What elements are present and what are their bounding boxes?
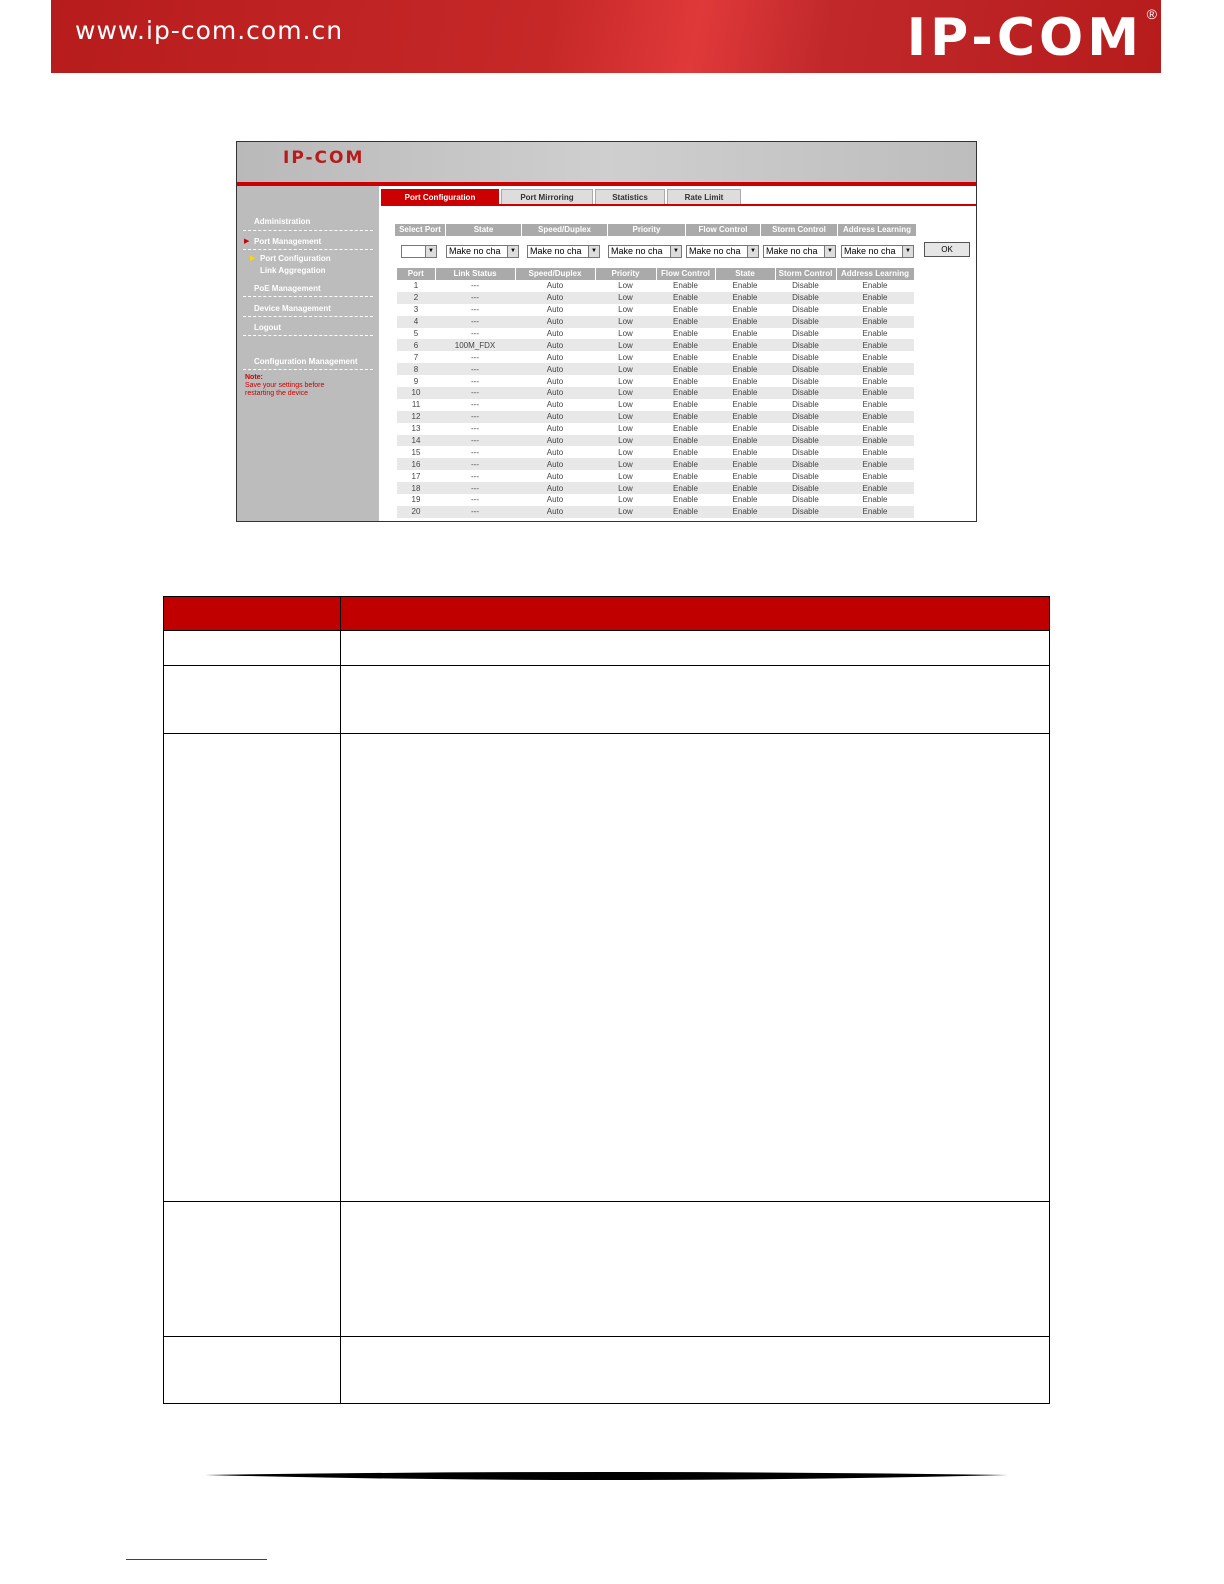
chevron-down-icon: ▼ (425, 246, 436, 257)
cell-port: 8 (397, 363, 435, 375)
storm-control-dropdown-value: Make no cha (766, 246, 818, 256)
cell-speed-duplex: Auto (515, 435, 595, 447)
table-row (164, 1337, 1050, 1404)
cell-address-learning: Enable (862, 352, 888, 362)
sidebar-item-link-aggregation[interactable]: Link Aggregation (260, 266, 326, 275)
chevron-down-icon: ▼ (507, 246, 518, 257)
cell-storm-control: Disable (775, 458, 836, 470)
cell-flow-control: Enable (673, 447, 698, 457)
control-header-address-learning: Address Learning (838, 224, 916, 236)
cell-address-learning: Enable (862, 495, 888, 505)
cell-flow-control: Enable (656, 458, 715, 470)
table-cell (164, 631, 341, 666)
cell-priority: Low (595, 482, 656, 494)
table-header-row (397, 268, 914, 280)
cell-port: 1 (413, 281, 419, 291)
table-row (397, 351, 914, 363)
cell-speed-duplex: Auto (515, 506, 595, 518)
chevron-down-icon: ▼ (588, 246, 599, 257)
cell-speed-duplex: Auto (515, 316, 595, 328)
arrow-right-icon: ▶ (250, 255, 256, 262)
control-header-storm-control: Storm Control (761, 224, 837, 236)
column-header-priority: Priority (595, 268, 656, 280)
cell-priority: Low (595, 435, 656, 447)
table-row (397, 435, 914, 447)
cell-priority: Low (595, 292, 656, 304)
table-row (164, 631, 1050, 666)
cell-storm-control: Disable (792, 376, 819, 386)
cell-storm-control: Disable (775, 316, 836, 328)
cell-address-learning: Enable (862, 447, 888, 457)
select-port-dropdown[interactable] (401, 245, 437, 258)
cell-port: 17 (411, 471, 421, 481)
cell-priority: Low (595, 506, 656, 518)
cell-address-learning: Enable (836, 506, 914, 518)
cell-state: Enable (732, 281, 758, 291)
web-ui-logo: IP-COM (283, 148, 365, 168)
cell-storm-control: Disable (775, 506, 836, 518)
registered-mark: ® (1146, 6, 1157, 22)
cell-speed-duplex: Auto (546, 352, 564, 362)
tab-port-mirroring[interactable]: Port Mirroring (501, 189, 593, 205)
cell-storm-control: Disable (775, 339, 836, 351)
cell-priority: Low (618, 376, 633, 386)
column-header-speed-duplex: Speed/Duplex (515, 268, 595, 280)
cell-speed-duplex: Auto (515, 339, 595, 351)
cell-state: Enable (732, 352, 758, 362)
parameter-header-cell (164, 597, 341, 631)
table-cell (341, 734, 1050, 1202)
cell-state: Enable (732, 400, 758, 410)
footer-divider (205, 1471, 1008, 1481)
column-header-flow-control: Flow Control (656, 268, 715, 280)
tab-statistics[interactable]: Statistics (595, 189, 665, 205)
note-title: Note: (245, 374, 263, 381)
cell-storm-control: Disable (775, 387, 836, 399)
cell-state: Enable (715, 482, 775, 494)
table-row (397, 470, 914, 482)
cell-priority: Low (618, 471, 633, 481)
port-status-table (397, 268, 915, 518)
sidebar-item-port-configuration[interactable]: Port Configuration (260, 254, 331, 263)
cell-flow-control: Enable (673, 329, 698, 338)
table-row (164, 666, 1050, 734)
cell-port: 14 (397, 435, 435, 447)
cell-flow-control: Enable (673, 400, 698, 410)
cell-speed-duplex: Auto (515, 292, 595, 304)
cell-port: 3 (413, 305, 419, 315)
cell-storm-control: Disable (775, 411, 836, 423)
cell-state: Enable (732, 495, 758, 505)
cell-storm-control: Disable (792, 447, 819, 457)
port-table-body (397, 280, 914, 518)
cell-flow-control: Enable (656, 435, 715, 447)
cell-port: 20 (397, 506, 435, 518)
banner-url: www.ip-com.com.cn (75, 16, 344, 45)
sidebar-note (245, 374, 355, 398)
table-row (397, 494, 914, 506)
cell-speed-duplex: Auto (515, 482, 595, 494)
sidebar-divider (243, 316, 373, 317)
cell-address-learning: Enable (836, 482, 914, 494)
arrow-right-icon: ▶ (244, 238, 250, 245)
cell-storm-control: Disable (792, 281, 819, 291)
cell-storm-control: Disable (775, 363, 836, 375)
cell-storm-control: Disable (775, 435, 836, 447)
cell-speed-duplex: Auto (546, 376, 564, 386)
cell-link-status: --- (471, 424, 479, 434)
tab-port-configuration[interactable]: Port Configuration (381, 189, 499, 205)
cell-priority: Low (618, 352, 633, 362)
cell-link-status: --- (435, 316, 515, 328)
cell-flow-control: Enable (673, 376, 698, 386)
cell-port: 2 (397, 292, 435, 304)
priority-dropdown[interactable] (608, 245, 682, 258)
cell-priority: Low (618, 424, 633, 434)
cell-port: 10 (397, 387, 435, 399)
cell-storm-control: Disable (775, 292, 836, 304)
cell-storm-control: Disable (792, 424, 819, 434)
sidebar-item-configuration-management[interactable]: Configuration Management (254, 357, 358, 366)
cell-state: Enable (715, 363, 775, 375)
cell-state: Enable (732, 447, 758, 457)
sidebar-divider (243, 369, 373, 370)
cell-port: 13 (411, 424, 421, 434)
cell-link-status: 100M_FDX (435, 339, 515, 351)
sidebar-divider (243, 249, 373, 250)
table-row (397, 363, 914, 375)
chevron-down-icon: ▼ (747, 246, 758, 257)
page-banner (51, 0, 1161, 73)
cell-address-learning: Enable (836, 363, 914, 375)
table-row (397, 387, 914, 399)
table-cell (164, 1337, 341, 1404)
table-row (397, 411, 914, 423)
cell-address-learning: Enable (862, 424, 888, 434)
cell-storm-control: Disable (792, 329, 819, 338)
cell-address-learning: Enable (862, 305, 888, 315)
cell-flow-control: Enable (673, 471, 698, 481)
cell-link-status: --- (471, 376, 479, 386)
cell-flow-control: Enable (656, 292, 715, 304)
cell-address-learning: Enable (862, 376, 888, 386)
table-row (397, 506, 914, 518)
cell-priority: Low (618, 281, 633, 291)
table-row (397, 399, 914, 411)
description-header-cell (341, 597, 1050, 631)
control-header-flow-control: Flow Control (686, 224, 760, 236)
cell-flow-control: Enable (673, 352, 698, 362)
cell-link-status: --- (471, 305, 479, 315)
flow-control-dropdown-value: Make no cha (689, 246, 741, 256)
cell-priority: Low (595, 387, 656, 399)
cell-flow-control: Enable (656, 339, 715, 351)
tab-underline (381, 204, 976, 206)
cell-state: Enable (715, 435, 775, 447)
cell-state: Enable (715, 458, 775, 470)
cell-priority: Low (595, 458, 656, 470)
cell-link-status: --- (435, 506, 515, 518)
cell-port: 18 (397, 482, 435, 494)
control-header-state: State (446, 224, 521, 236)
table-cell (164, 666, 341, 734)
cell-link-status: --- (435, 458, 515, 470)
address-learning-dropdown[interactable] (841, 245, 914, 258)
cell-speed-duplex: Auto (546, 305, 564, 315)
state-dropdown[interactable] (446, 245, 519, 258)
cell-link-status: --- (471, 495, 479, 505)
cell-priority: Low (618, 400, 633, 410)
address-learning-dropdown-value: Make no cha (844, 246, 896, 256)
cell-state: Enable (715, 411, 775, 423)
sidebar-item-administration[interactable]: Administration (254, 217, 311, 226)
cell-storm-control: Disable (792, 471, 819, 481)
table-cell (164, 1202, 341, 1337)
cell-flow-control: Enable (656, 363, 715, 375)
port-configuration-screenshot (236, 141, 977, 522)
cell-priority: Low (618, 495, 633, 505)
cell-flow-control: Enable (656, 387, 715, 399)
sidebar-divider (243, 335, 373, 336)
cell-state: Enable (732, 305, 758, 315)
cell-link-status: --- (471, 281, 479, 291)
cell-link-status: --- (435, 411, 515, 423)
cell-flow-control: Enable (656, 316, 715, 328)
cell-speed-duplex: Auto (515, 458, 595, 470)
cell-address-learning: Enable (836, 435, 914, 447)
cell-address-learning: Enable (836, 316, 914, 328)
table-cell (341, 666, 1050, 734)
cell-speed-duplex: Auto (546, 471, 564, 481)
speed-duplex-dropdown-value: Make no cha (530, 246, 582, 256)
cell-link-status: --- (471, 471, 479, 481)
cell-priority: Low (595, 339, 656, 351)
column-header-storm-control: Storm Control (775, 268, 836, 280)
cell-priority: Low (595, 363, 656, 375)
cell-storm-control: Disable (775, 482, 836, 494)
column-header-address-learning: Address Learning (836, 268, 914, 280)
cell-link-status: --- (435, 482, 515, 494)
table-cell (341, 1337, 1050, 1404)
cell-storm-control: Disable (792, 400, 819, 410)
column-header-state: State (715, 268, 775, 280)
table-row (397, 316, 914, 328)
cell-link-status: --- (471, 352, 479, 362)
cell-flow-control: Enable (673, 305, 698, 315)
cell-speed-duplex: Auto (546, 329, 564, 338)
banner-logo: IP-COM (906, 8, 1143, 68)
note-text: Save your settings before restarting the device (245, 382, 325, 397)
chevron-down-icon: ▼ (824, 246, 835, 257)
cell-state: Enable (732, 376, 758, 386)
table-cell (341, 631, 1050, 666)
flow-control-dropdown[interactable] (686, 245, 759, 258)
cell-port: 16 (397, 458, 435, 470)
column-header-link-status: Link Status (435, 268, 515, 280)
cell-state: Enable (715, 339, 775, 351)
cell-priority: Low (618, 329, 633, 338)
cell-speed-duplex: Auto (546, 424, 564, 434)
cell-port: 11 (411, 400, 421, 410)
cell-state: Enable (732, 471, 758, 481)
cell-link-status: --- (435, 363, 515, 375)
cell-speed-duplex: Auto (546, 447, 564, 457)
table-row (397, 446, 914, 458)
cell-speed-duplex: Auto (546, 400, 564, 410)
table-cell (164, 734, 341, 1202)
control-header-speed-duplex: Speed/Duplex (522, 224, 607, 236)
sidebar-divider (243, 296, 373, 297)
cell-port: 19 (411, 495, 421, 505)
cell-link-status: --- (435, 292, 515, 304)
cell-port: 6 (397, 339, 435, 351)
sidebar (237, 186, 379, 522)
cell-address-learning: Enable (862, 400, 888, 410)
cell-address-learning: Enable (862, 471, 888, 481)
tab-rate-limit[interactable]: Rate Limit (667, 189, 741, 205)
cell-speed-duplex: Auto (515, 411, 595, 423)
ok-button[interactable]: OK (924, 242, 970, 257)
control-header-priority: Priority (608, 224, 685, 236)
table-row (397, 458, 914, 470)
cell-address-learning: Enable (836, 387, 914, 399)
cell-port: 12 (397, 411, 435, 423)
cell-link-status: --- (471, 400, 479, 410)
cell-port: 9 (413, 376, 419, 386)
parameter-table-header (164, 597, 1050, 631)
cell-priority: Low (595, 316, 656, 328)
chevron-down-icon: ▼ (902, 246, 913, 257)
cell-link-status: --- (471, 447, 479, 457)
cell-port: 4 (397, 316, 435, 328)
cell-address-learning: Enable (836, 411, 914, 423)
control-header-select-port: Select Port (395, 224, 445, 236)
sidebar-item-logout[interactable]: Logout (254, 323, 282, 332)
cell-priority: Low (618, 305, 633, 315)
sidebar-item-port-management[interactable]: Port Management (254, 237, 322, 246)
footer-link-underline[interactable] (126, 1559, 267, 1560)
cell-address-learning: Enable (836, 292, 914, 304)
priority-dropdown-value: Make no cha (611, 246, 663, 256)
cell-state: Enable (715, 387, 775, 399)
cell-storm-control: Disable (792, 352, 819, 362)
table-row (397, 304, 914, 316)
table-row (397, 482, 914, 494)
cell-speed-duplex: Auto (515, 387, 595, 399)
storm-control-dropdown[interactable] (763, 245, 836, 258)
cell-flow-control: Enable (656, 506, 715, 518)
cell-state: Enable (715, 316, 775, 328)
cell-link-status: --- (435, 387, 515, 399)
web-ui-header (237, 142, 976, 182)
cell-link-status: --- (435, 435, 515, 447)
cell-link-status: --- (471, 329, 479, 338)
cell-speed-duplex: Auto (546, 281, 564, 291)
cell-port: 15 (411, 447, 421, 457)
table-row (397, 292, 914, 304)
cell-flow-control: Enable (673, 495, 698, 505)
cell-flow-control: Enable (673, 281, 698, 291)
table-row (397, 375, 914, 387)
column-header-port: Port (397, 268, 435, 280)
table-row (164, 1202, 1050, 1337)
table-row (397, 339, 914, 351)
cell-state: Enable (715, 506, 775, 518)
table-row (397, 328, 914, 340)
table-row (397, 423, 914, 435)
table-cell (341, 1202, 1050, 1337)
state-dropdown-value: Make no cha (449, 246, 501, 256)
cell-port: 7 (413, 352, 419, 362)
sidebar-divider (243, 230, 373, 231)
cell-state: Enable (732, 329, 758, 338)
parameter-table (163, 596, 1050, 1404)
speed-duplex-dropdown[interactable] (527, 245, 600, 258)
cell-storm-control: Disable (792, 305, 819, 315)
cell-priority: Low (595, 411, 656, 423)
cell-state: Enable (732, 424, 758, 434)
cell-flow-control: Enable (673, 424, 698, 434)
cell-flow-control: Enable (656, 411, 715, 423)
cell-address-learning: Enable (836, 339, 914, 351)
cell-priority: Low (618, 447, 633, 457)
cell-speed-duplex: Auto (515, 363, 595, 375)
sidebar-item-poe-management[interactable]: PoE Management (254, 284, 321, 293)
cell-storm-control: Disable (792, 495, 819, 505)
cell-state: Enable (715, 292, 775, 304)
table-row (397, 280, 914, 292)
cell-address-learning: Enable (836, 458, 914, 470)
cell-flow-control: Enable (656, 482, 715, 494)
cell-address-learning: Enable (862, 329, 888, 338)
cell-port: 5 (413, 329, 419, 338)
cell-address-learning: Enable (862, 281, 888, 291)
sidebar-item-device-management[interactable]: Device Management (254, 304, 331, 313)
table-row (164, 734, 1050, 1202)
cell-speed-duplex: Auto (546, 495, 564, 505)
chevron-down-icon: ▼ (670, 246, 681, 257)
